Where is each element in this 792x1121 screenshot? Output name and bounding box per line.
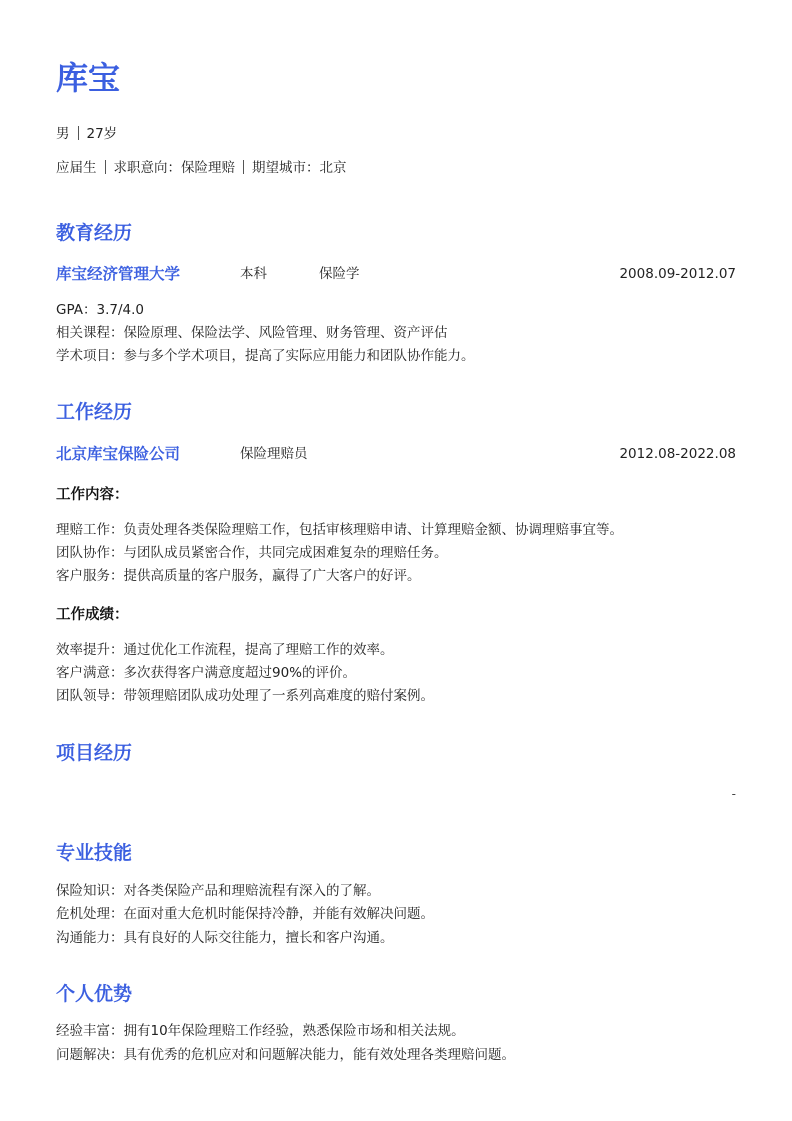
age: 27岁 (86, 126, 118, 142)
skill-line: 危机处理：在面对重大危机时能保持冷静，并能有效解决问题。 (56, 906, 434, 922)
education-line: 相关课程：保险原理、保险法学、风险管理、财务管理、资产评估 (56, 325, 448, 341)
projects-empty-placeholder: - (731, 787, 736, 801)
section-title-education: 教育经历 (56, 222, 133, 244)
job-intent-row (56, 158, 347, 178)
gender: 男 (56, 126, 70, 142)
work-content-heading: 工作内容： (56, 487, 129, 503)
education-line: GPA：3.7/4.0 (56, 302, 144, 318)
job-intent: 求职意向：保险理赔 (113, 160, 235, 176)
skill-line: 保险知识：对各类保险产品和理赔流程有深入的了解。 (56, 883, 380, 899)
divider (105, 160, 106, 174)
work-dates: 2012.08-2022.08 (619, 446, 736, 462)
achievement-line: 客户满意：多次获得客户满意度超过90%的评价。 (56, 665, 357, 681)
divider (243, 160, 244, 174)
strength-line: 经验丰富：拥有10年保险理赔工作经验，熟悉保险市场和相关法规。 (56, 1023, 465, 1039)
achievement-line: 效率提升：通过优化工作流程，提高了理赔工作的效率。 (56, 642, 394, 658)
section-title-strengths: 个人优势 (56, 983, 133, 1005)
divider (78, 126, 79, 140)
expected-city: 期望城市：北京 (252, 160, 347, 176)
work-content-line: 团队协作：与团队成员紧密合作，共同完成困难复杂的理赔任务。 (56, 545, 448, 561)
skill-line: 沟通能力：具有良好的人际交往能力，擅长和客户沟通。 (56, 930, 394, 946)
education-dates: 2008.09-2012.07 (619, 266, 736, 282)
work-content-line: 理赔工作：负责处理各类保险理赔工作，包括审核理赔申请、计算理赔金额、协调理赔事宜等。 (56, 522, 623, 538)
education-line: 学术项目：参与多个学术项目，提高了实际应用能力和团队协作能力。 (56, 348, 475, 364)
strength-line: 问题解决：具有优秀的危机应对和问题解决能力，能有效处理各类理赔问题。 (56, 1047, 515, 1063)
position: 保险理赔员 (240, 446, 308, 462)
candidate-name: 库宝 (56, 59, 121, 97)
work-achievements-heading: 工作成绩： (56, 607, 129, 623)
degree: 本科 (240, 266, 267, 282)
company-name: 北京库宝保险公司 (56, 445, 181, 463)
school-name: 库宝经济管理大学 (56, 265, 181, 283)
status: 应届生 (56, 160, 97, 176)
major: 保险学 (319, 266, 360, 282)
achievement-line: 团队领导：带领理赔团队成功处理了一系列高难度的赔付案例。 (56, 688, 434, 704)
section-title-skills: 专业技能 (56, 842, 133, 864)
section-title-work: 工作经历 (56, 401, 133, 423)
basic-info-row (56, 124, 117, 144)
work-content-line: 客户服务：提供高质量的客户服务，赢得了广大客户的好评。 (56, 568, 421, 584)
section-title-projects: 项目经历 (56, 742, 133, 764)
